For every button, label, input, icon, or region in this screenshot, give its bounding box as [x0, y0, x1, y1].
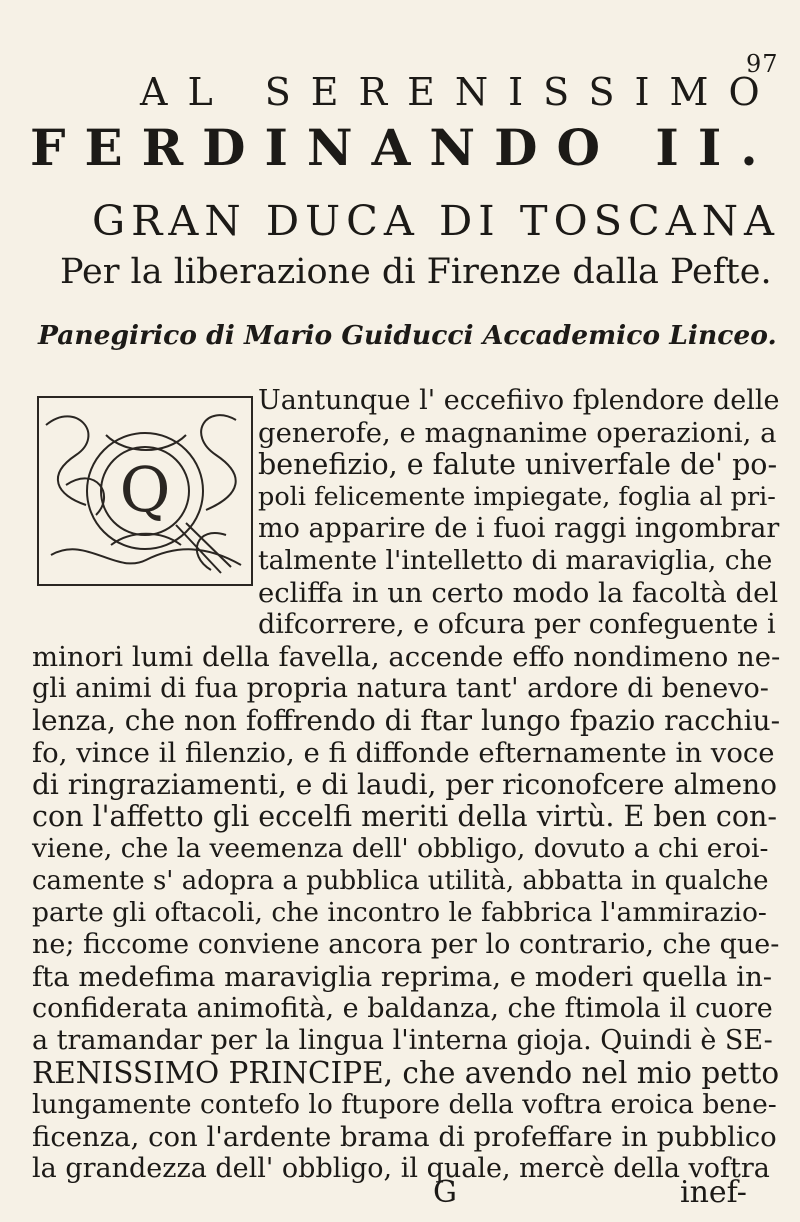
- text-line: fta medefima maraviglia reprima, e moderi quella in-: [32, 961, 773, 993]
- decorated-initial-q: [36, 395, 254, 587]
- text-line: Uantunque l' eccefiivo fplendore delle: [258, 385, 780, 416]
- text-line: mo apparire de i fuoi raggi ingombrar: [258, 513, 780, 544]
- text-line: ficenza, con l'ardente brama di profeffare in pubblico: [32, 1121, 777, 1153]
- text-line: generofe, e magnanime operazioni, a: [258, 417, 777, 449]
- text-line: minori lumi della favella, accende effo nondimeno ne-: [32, 641, 781, 673]
- text-line: lungamente contefo lo ftupore della voftra eroica bene-: [32, 1089, 777, 1120]
- author-line: Panegirico di Mario Guiducci Accademico Linceo.: [38, 320, 777, 351]
- catchword: inef-: [680, 1175, 747, 1210]
- text-line: lenza, che non foffrendo di ftar lungo fpazio racchiu-: [32, 704, 781, 737]
- text-line: talmente l'intelletto di maraviglia, che: [258, 545, 773, 576]
- text-line: con l'affetto gli eccelfi meriti della virtù. E ben con-: [32, 800, 777, 833]
- text-line: RENISSIMO PRINCIPE, che avendo nel mio petto: [32, 1056, 780, 1090]
- dedication-heading: AL SERENISSIMO: [140, 70, 780, 114]
- text-line: a tramandar per la lingua l'interna gioja. Quindi è SE-: [32, 1025, 773, 1056]
- text-line: ne; ficcome conviene ancora per lo contrario, che que-: [32, 929, 780, 960]
- signature-mark: G: [433, 1175, 457, 1210]
- dedicatee-name: FERDINANDO II.: [30, 118, 777, 177]
- text-line: la grandezza dell' obbligo, il quale, mercè della voftra: [32, 1153, 770, 1184]
- initial-letter: Q: [119, 453, 171, 526]
- dedicatee-title: GRAN DUCA DI TOSCANA: [92, 196, 781, 245]
- text-line: di ringraziamenti, e di laudi, per riconofcere almeno: [32, 768, 778, 801]
- text-line: gli animi di fua propria natura tant' ardore di benevo-: [32, 673, 769, 704]
- page-number: 97: [746, 50, 779, 78]
- text-line: fo, vince il filenzio, e fi diffonde efternamente in voce: [32, 737, 775, 769]
- text-line: poli felicemente impiegate, foglia al pri-: [258, 482, 776, 512]
- text-line: parte gli oftacoli, che incontro le fabbrica l'ammirazio-: [32, 897, 767, 928]
- text-line: ecliffa in un certo modo la facoltà del: [258, 577, 779, 609]
- text-line: confiderata animofità, e baldanza, che ftimola il cuore: [32, 993, 773, 1024]
- text-line: benefizio, e falute univerfale de' po-: [258, 448, 778, 481]
- work-subject: Per la liberazione di Firenze dalla Pefte.: [60, 252, 772, 292]
- text-line: camente s' adopra a pubblica utilità, abbatta in qualche: [32, 866, 769, 896]
- text-line: difcorrere, e ofcura per confeguente i: [258, 609, 776, 640]
- text-line: viene, che la veemenza dell' obbligo, dovuto a chi eroi-: [32, 833, 769, 864]
